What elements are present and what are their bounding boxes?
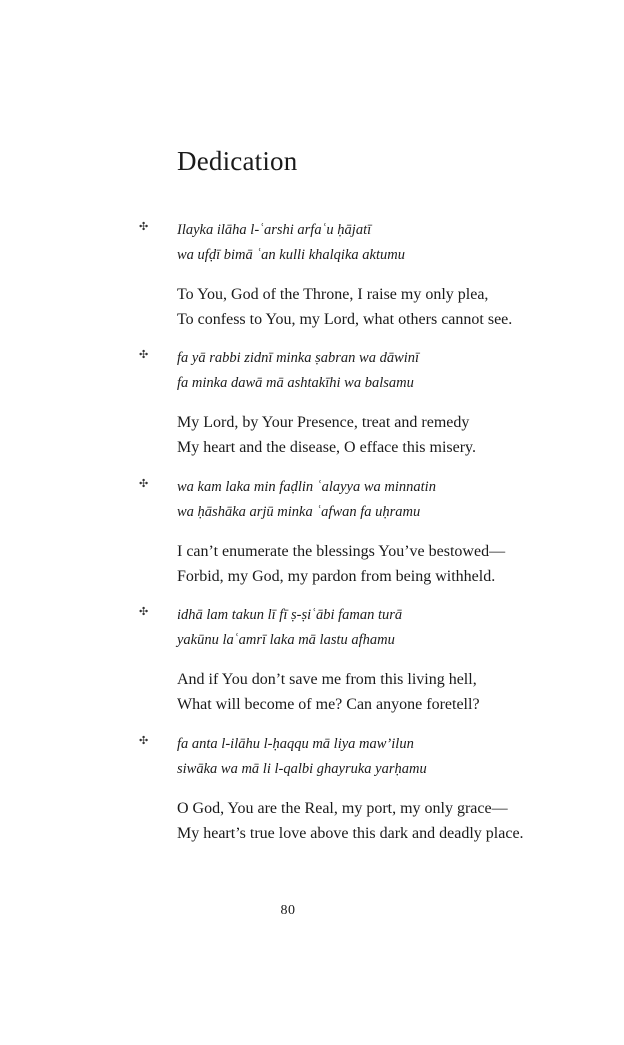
transliteration-verse [177, 218, 405, 268]
transliteration-line: yakūnu laʿamrī laka mā lastu afhamu [177, 632, 395, 648]
translation-line: To You, God of the Throne, I raise my only plea, [177, 286, 489, 303]
transliteration-line: siwāka wa mā li l-qalbi ghayruka yarḥamu [177, 761, 427, 777]
transliteration-line: wa ḥāshāka arjū minka ʿafwan fa uḥramu [177, 504, 421, 520]
translation-line: My heart’s true love above this dark and deadly place. [177, 825, 524, 842]
transliteration-line: fa anta l-ilāhu l-ḥaqqu mā liya maw’ilun [177, 736, 414, 752]
ornament-icon: ✣ [139, 735, 149, 747]
transliteration-line: fa minka dawā mā ashtakīhi wa balsamu [177, 375, 414, 391]
translation-line: My heart and the disease, O efface this misery. [177, 439, 477, 456]
translation-line: Forbid, my God, my pardon from being withheld. [177, 568, 496, 585]
translation-line: I can’t enumerate the blessings You’ve bestowed— [177, 543, 506, 560]
transliteration-line: fa yā rabbi zidnī minka ṣabran wa dāwinī [177, 350, 420, 366]
ornament-icon: ✣ [139, 478, 149, 490]
translation-line: To confess to You, my Lord, what others cannot see. [177, 311, 513, 328]
ornament-icon: ✣ [139, 606, 149, 618]
translation-verse [177, 796, 524, 846]
transliteration-line: wa kam laka min faḍlin ʿalayya wa minnatin [177, 479, 436, 495]
translation-verse [177, 282, 512, 332]
transliteration-line: idhā lam takun lī fī ṣ-ṣiʿābi faman turā [177, 607, 403, 623]
translation-verse [177, 667, 480, 717]
ornament-icon: ✣ [139, 349, 149, 361]
translation-verse [177, 410, 476, 460]
page-title: Dedication [177, 146, 298, 176]
transliteration-verse [177, 732, 427, 782]
transliteration-line: wa ufḍī bimā ʿan kulli khalqika aktumu [177, 247, 405, 263]
transliteration-verse [177, 346, 419, 396]
transliteration-verse [177, 603, 402, 653]
transliteration-line: Ilayka ilāha l-ʿarshi arfaʿu ḥājatī [177, 222, 372, 238]
translation-line: And if You don’t save me from this living hell, [177, 671, 477, 688]
translation-line: O God, You are the Real, my port, my only grace— [177, 800, 508, 817]
ornament-icon: ✣ [139, 221, 149, 233]
page-number: 80 [280, 903, 296, 918]
translation-verse [177, 539, 505, 589]
translation-line: My Lord, by Your Presence, treat and remedy [177, 414, 470, 431]
translation-line: What will become of me? Can anyone foretell? [177, 696, 480, 713]
transliteration-verse [177, 475, 436, 525]
